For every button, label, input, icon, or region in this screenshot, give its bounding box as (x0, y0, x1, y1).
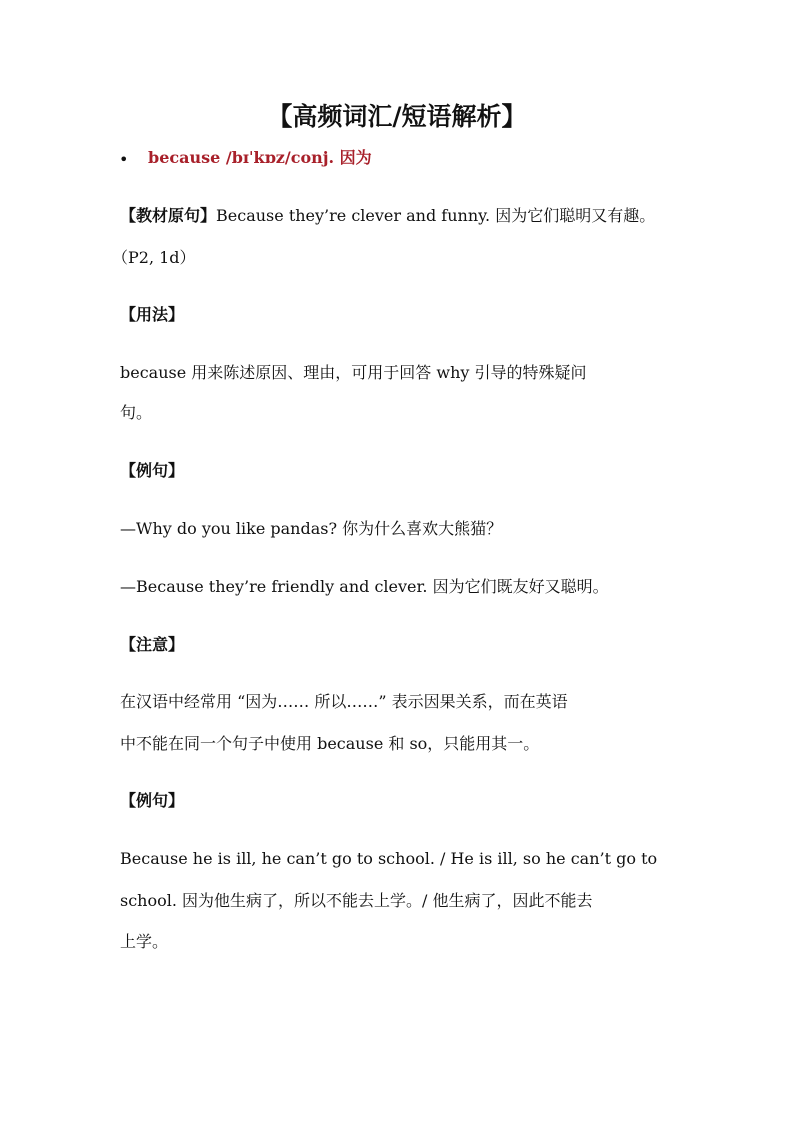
example2-line3: 上学。 (120, 932, 169, 951)
usage-text-line1: because 用来陈述原因、理由，可用于回答 why 引导的特殊疑问 (120, 363, 587, 382)
note-text-line2: 中不能在同一个句子中使用 because 和 so，只能用其一。 (120, 734, 540, 753)
example-answer: —Because they’re friendly and clever. 因为它们既友好又聪明。 (120, 577, 609, 596)
example-heading-1: 【例句】 (120, 461, 185, 480)
textbook-sentence-line (120, 208, 655, 224)
vocab-entry: because /bɪˈkɒz/conj. 因为 (148, 148, 372, 167)
page-title: 【高频词汇/短语解析】 (267, 102, 527, 131)
usage-heading: 【用法】 (120, 305, 185, 324)
note-text-line1: 在汉语中经常用 “因为…… 所以……” 表示因果关系，而在英语 (120, 692, 568, 711)
example-question: —Why do you like pandas? 你为什么喜欢大熊猫？ (120, 519, 503, 538)
example2-line2: school. 因为他生病了，所以不能去上学。/ 他生病了，因此不能去 (120, 891, 593, 910)
usage-text-line2: 句。 (120, 403, 153, 422)
example-heading-2: 【例句】 (120, 791, 185, 810)
textbook-heading: 【教材原句】 (120, 206, 217, 225)
note-heading: 【注意】 (120, 635, 185, 654)
example2-line1: Because he is ill, he can’t go to school. / He is ill, so he can’t go to (120, 849, 658, 868)
textbook-source: （P2, 1d） (112, 248, 196, 267)
bullet-marker: • (119, 150, 129, 169)
textbook-sentence: Because they’re clever and funny. 因为它们聪明又有趣。 (216, 206, 656, 225)
